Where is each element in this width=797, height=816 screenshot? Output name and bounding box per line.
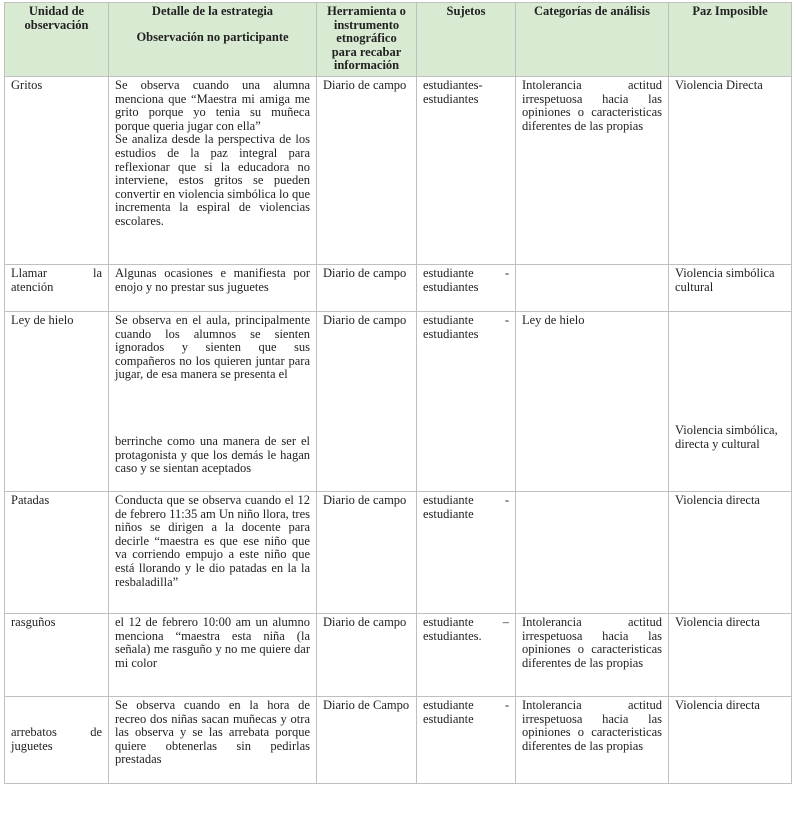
cell-detalle	[109, 312, 317, 492]
table-row	[5, 77, 792, 265]
header-herramienta: Herramienta o instrumento etnográfico para recabar información	[317, 3, 417, 77]
cell-detalle: el 12 de febrero 10:00 am un alumno menciona “maestra esta niña (la señala) me rasguño y no me quiere dar mi color	[109, 614, 317, 697]
detalle-text-2: berrinche como una manera de ser el protagonista y que los demás le hagan caso y se sientan aceptados	[115, 433, 310, 476]
cell-categorias	[516, 265, 669, 312]
cell-sujetos: estudiante - estudiantes	[417, 312, 516, 492]
cell-herramienta: Diario de campo	[317, 492, 417, 614]
cell-unidad: Patadas	[5, 492, 109, 614]
cell-unidad: Ley de hielo	[5, 312, 109, 492]
paz-text: Violencia simbólica, directa y cultural	[675, 423, 778, 451]
cell-categorias: Ley de hielo	[516, 312, 669, 492]
header-detalle	[109, 3, 317, 77]
cell-categorias	[516, 492, 669, 614]
table-row	[5, 492, 792, 614]
header-unidad: Unidad de observación	[5, 3, 109, 77]
header-paz: Paz Imposible	[669, 3, 792, 77]
detalle-text: Se observa en el aula, principalmente cuando los alumnos se sienten ignorados y sienten que sus compañeros no los quieren juntar para jugar, de esa manera se presenta el	[115, 313, 310, 382]
header-row	[5, 3, 792, 77]
cell-paz: Violencia directa	[669, 492, 792, 614]
header-sujetos: Sujetos	[417, 3, 516, 77]
cell-detalle: Se observa cuando en la hora de recreo dos niñas sacan muñecas y otra las observa y se las arrebata porque quiere obtenerlas sin pedirlas prestadas	[109, 697, 317, 784]
cell-herramienta: Diario de campo	[317, 77, 417, 265]
table-row	[5, 697, 792, 784]
cell-categorias: Intolerancia actitud irrespetuosa hacia las opiniones o caracteristicas diferentes de las propias	[516, 77, 669, 265]
cell-detalle: Conducta que se observa cuando el 12 de febrero 11:35 am Un niño llora, tres niños se dirigen a la docente para decirle “maestra es que ese niño que va corriendo empujo a este niño que está llorando y le dio patadas en la la resbaladilla”	[109, 492, 317, 614]
cell-sujetos: estudiante - estudiantes	[417, 265, 516, 312]
cell-detalle: Algunas ocasiones e manifiesta por enojo y no prestar sus juguetes	[109, 265, 317, 312]
cell-categorias: Intolerancia actitud irrespetuosa hacia las opiniones o caracteristicas diferentes de las propias	[516, 697, 669, 784]
cell-paz: Violencia directa	[669, 697, 792, 784]
cell-unidad: rasguños	[5, 614, 109, 697]
header-detalle-title: Detalle de la estrategia	[151, 4, 274, 18]
cell-paz	[669, 312, 792, 492]
cell-sujetos: estudiante – estudiantes.	[417, 614, 516, 697]
cell-paz: Violencia Directa	[669, 77, 792, 265]
cell-sujetos: estudiantes-estudiantes	[417, 77, 516, 265]
cell-sujetos: estudiante - estudiante	[417, 492, 516, 614]
cell-herramienta: Diario de campo	[317, 265, 417, 312]
cell-herramienta: Diario de campo	[317, 312, 417, 492]
header-detalle-sub: Observación no participante	[136, 29, 289, 44]
cell-paz: Violencia directa	[669, 614, 792, 697]
cell-categorias: Intolerancia actitud irrespetuosa hacia las opiniones o caracteristicas diferentes de las propias	[516, 614, 669, 697]
cell-paz: Violencia simbólica cultural	[669, 265, 792, 312]
observation-table	[4, 2, 792, 784]
cell-sujetos: estudiante - estudiante	[417, 697, 516, 784]
cell-unidad: Llamar la atención	[5, 265, 109, 312]
cell-herramienta: Diario de campo	[317, 614, 417, 697]
cell-herramienta: Diario de Campo	[317, 697, 417, 784]
cell-unidad: arrebatos de juguetes	[5, 697, 109, 784]
header-categorias: Categorías de análisis	[516, 3, 669, 77]
table-row	[5, 265, 792, 312]
table-row	[5, 312, 792, 492]
detalle-text: Se observa cuando una alumna menciona que “Maestra mi amiga me grito porque yo tenia su muñeca porque queria jugar con ella”	[115, 78, 310, 133]
cell-detalle	[109, 77, 317, 265]
cell-unidad: Gritos	[5, 77, 109, 265]
table-row	[5, 614, 792, 697]
detalle-text-2: Se analiza desde la perspectiva de los estudios de la paz integral para reflexionar que si la educadora no interviene, estos gritos se pueden convertir en violencia simbólica lo que incrementa la espiral de violencias escolares.	[115, 132, 310, 228]
